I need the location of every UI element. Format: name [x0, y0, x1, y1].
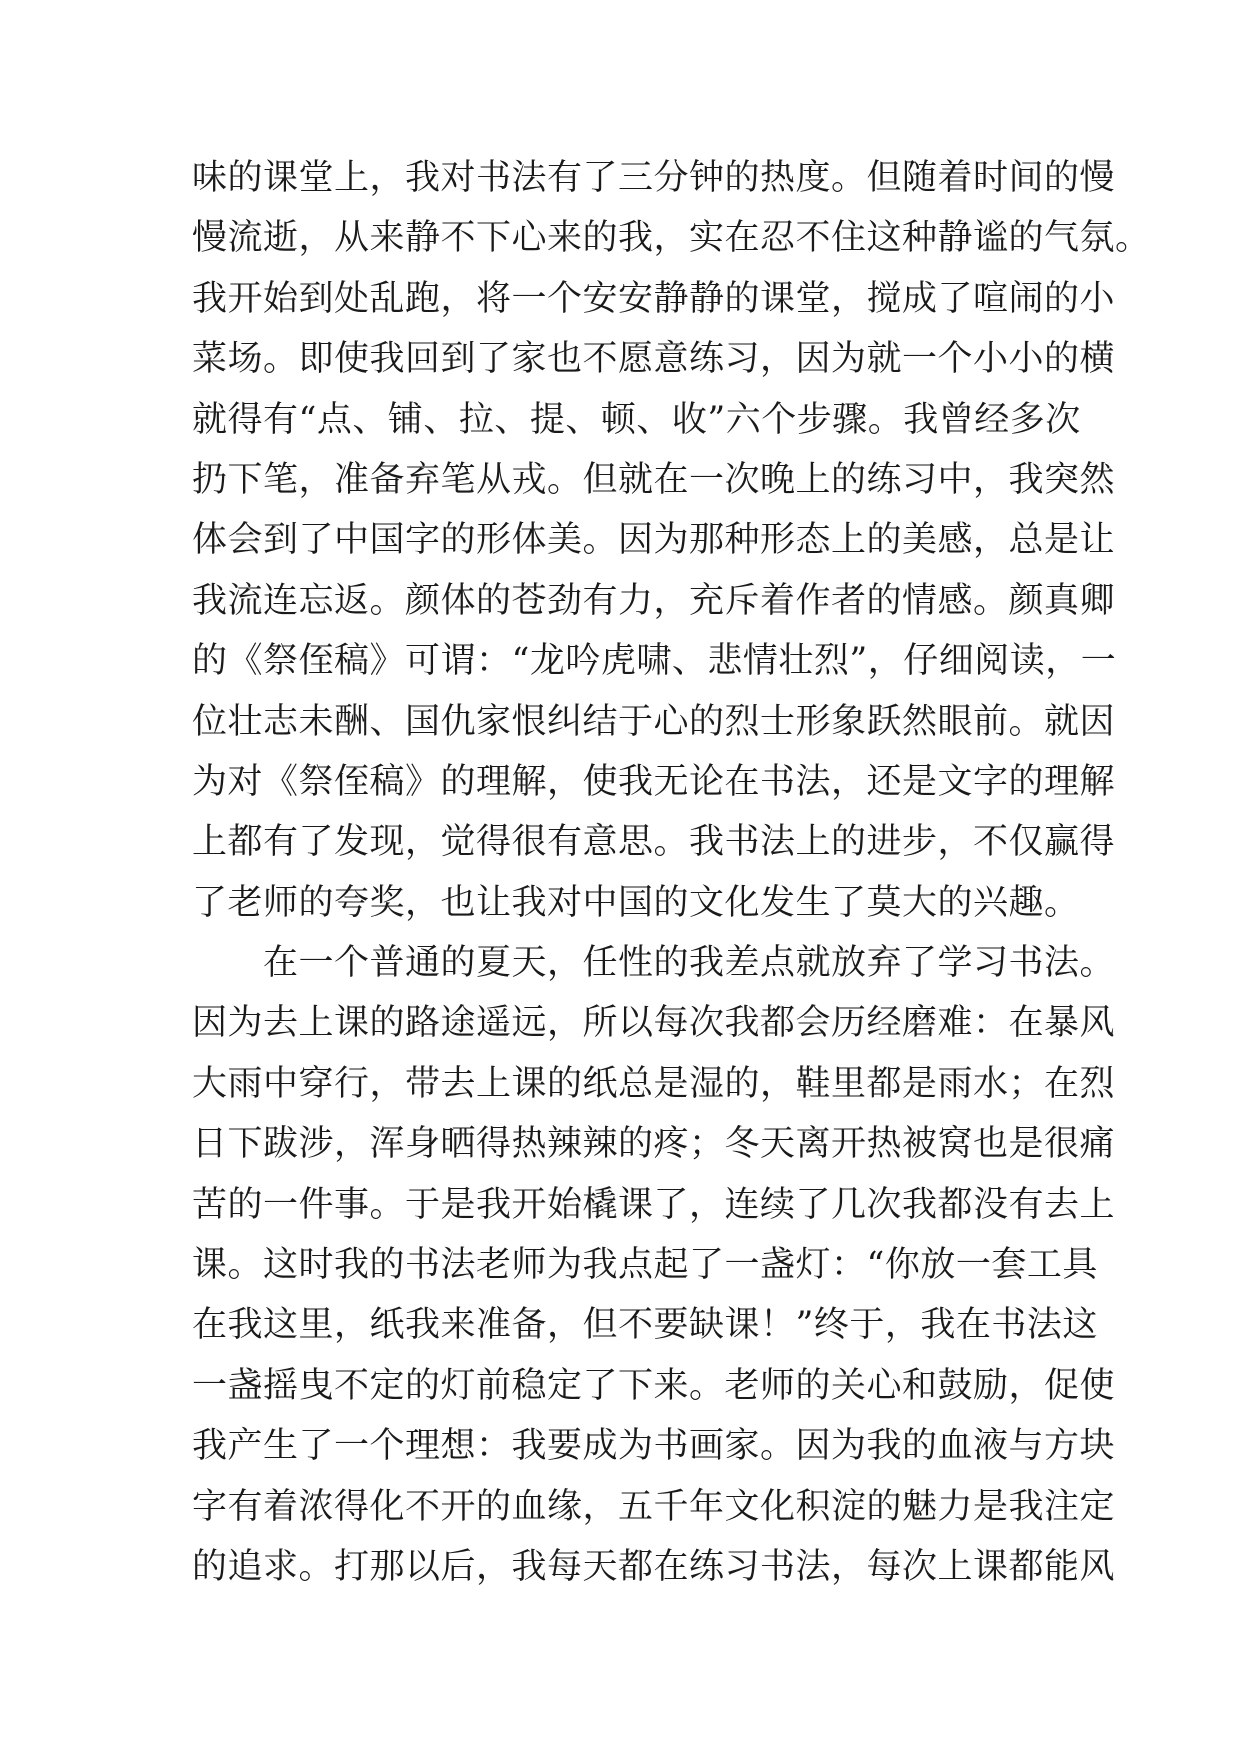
- text-line: 因为去上课的路途遥远，所以每次我都会历经磨难：在暴风: [192, 1003, 1116, 1044]
- text-line: 日下跋涉，浑身晒得热辣辣的疼；冬天离开热被窝也是很痛: [192, 1124, 1116, 1165]
- text-line: 扔下笔，准备弃笔从戎。但就在一次晚上的练习中，我突然: [192, 459, 1116, 500]
- text-line: 了老师的夸奖，也让我对中国的文化发生了莫大的兴趣。: [192, 882, 1080, 923]
- text-line: 慢流逝，从来静不下心来的我，实在忍不住这种静谧的气氛。: [192, 218, 1151, 259]
- text-line: 我产生了一个理想：我要成为书画家。因为我的血液与方块: [192, 1426, 1116, 1467]
- text-line: 味的课堂上，我对书法有了三分钟的热度。但随着时间的慢: [192, 158, 1116, 198]
- text-line: 的《祭侄稿》可谓：“龙吟虎啸、悲情壮烈”，仔细阅读，一: [192, 641, 1117, 682]
- text-line: 就得有“点、铺、拉、提、顿、收”六个步骤。我曾经多次: [192, 399, 1081, 440]
- text-line: 课。这时我的书法老师为我点起了一盏灯：“你放一套工具: [192, 1245, 1098, 1286]
- text-line: 位壮志未酬、国仇家恨纠结于心的烈士形象跃然眼前。就因: [192, 701, 1116, 742]
- text-line: 为对《祭侄稿》的理解，使我无论在书法，还是文字的理解: [192, 761, 1116, 802]
- text-line: 大雨中穿行，带去上课的纸总是湿的，鞋里都是雨水；在烈: [192, 1063, 1116, 1104]
- text-line: 菜场。即使我回到了家也不愿意练习，因为就一个小小的横: [192, 339, 1116, 380]
- text-line: 我流连忘返。颜体的苍劲有力，充斥着作者的情感。颜真卿: [192, 580, 1116, 621]
- text-line: 我开始到处乱跑，将一个安安静静的课堂，搅成了喧闹的小: [192, 278, 1116, 319]
- text-line: 体会到了中国字的形体美。因为那种形态上的美感，总是让: [192, 520, 1116, 561]
- text-line: 上都有了发现，觉得很有意思。我书法上的进步，不仅赢得: [192, 822, 1116, 863]
- text-line: 苦的一件事。于是我开始橇课了，连续了几次我都没有去上: [192, 1184, 1116, 1225]
- paragraph-start-line: 在一个普通的夏天，任性的我差点就放弃了学习书法。: [192, 943, 1116, 984]
- text-line: 的追求。打那以后，我每天都在练习书法，每次上课都能风: [192, 1546, 1116, 1587]
- text-line: 在我这里，纸我来准备，但不要缺课！”终于，我在书法这: [192, 1305, 1098, 1346]
- text-line: 字有着浓得化不开的血缘，五千年文化积淀的魅力是我注定: [192, 1486, 1116, 1527]
- essay-text: [192, 148, 1151, 1597]
- text-line: 一盏摇曳不定的灯前稳定了下来。老师的关心和鼓励，促使: [192, 1365, 1116, 1406]
